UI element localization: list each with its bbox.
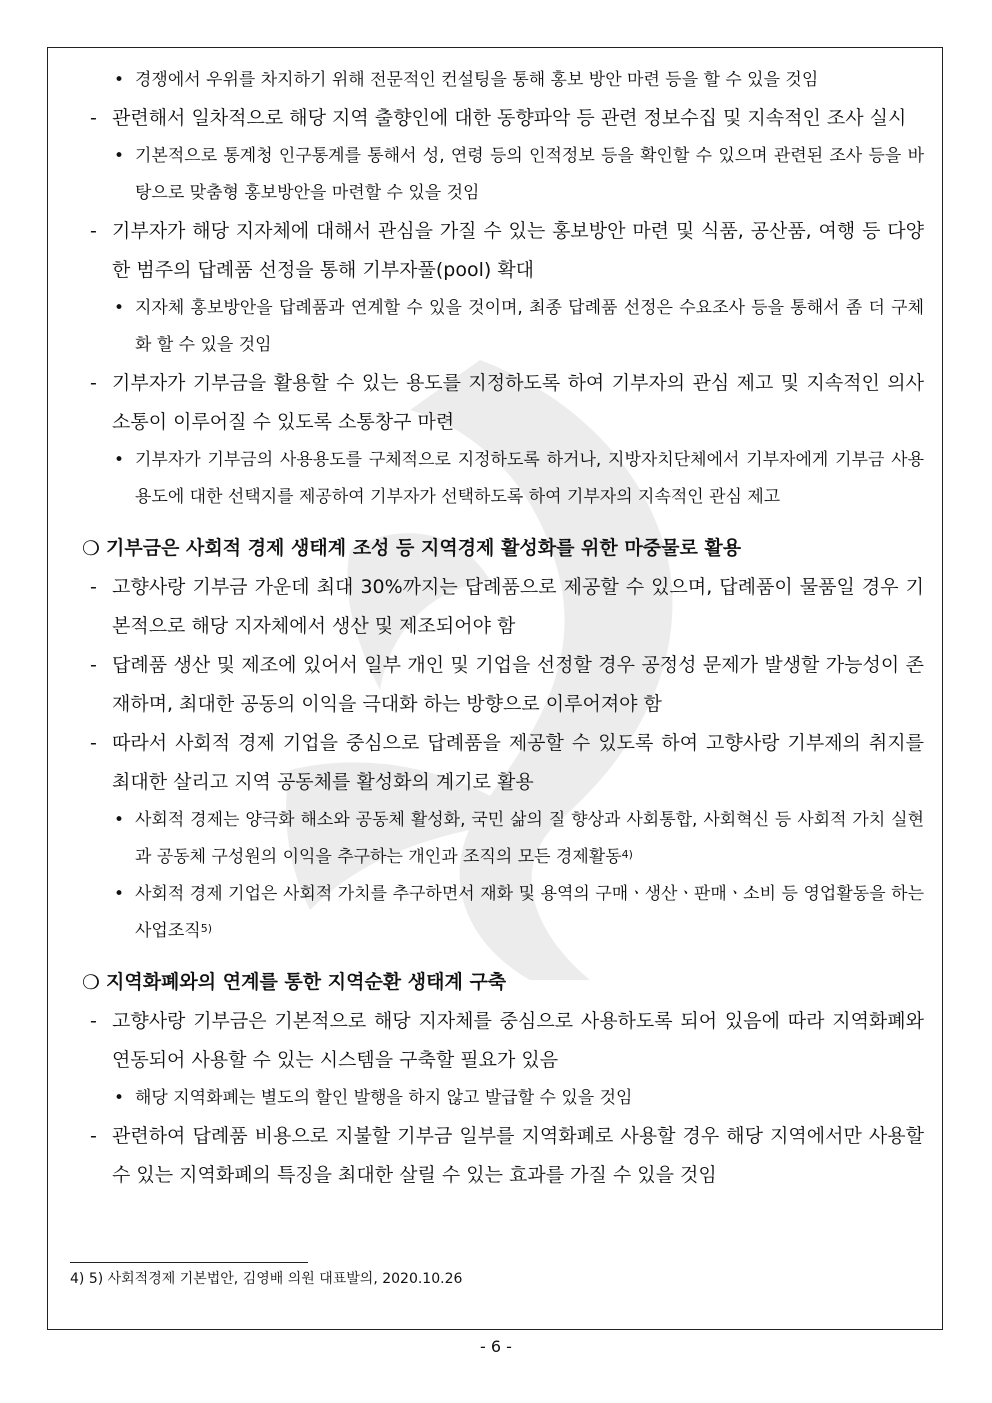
block-text: 사회적 경제는 양극화 해소와 공동체 활성화, 국민 삶의 질 향상과 사회통합, 사회혁신 등 사회적 가치 실현과 공동체 구성원의 이익을 추구하는 개인과 조직의 모든 경제활동 [135, 810, 924, 867]
bullet-marker: • [114, 1088, 125, 1108]
block-text: 기부자가 기부금의 사용용도를 구체적으로 지정하도록 하거나, 지방자치단체에서 기부자에게 기부금 사용용도에 대한 선택지를 제공하여 기부자가 선택하도록 하여 기부자의 지속적인 관심 제고 [135, 450, 924, 507]
block-text: 답례품 생산 및 제조에 있어서 일부 개인 및 기업을 선정할 경우 공정성 문제가 발생할 가능성이 존재하며, 최대한 공동의 이익을 극대화 하는 방향으로 이루어져야 함 [112, 654, 924, 715]
dash-marker: - [90, 372, 97, 394]
dash-item [78, 1117, 924, 1195]
block-text: 고향사랑 기부금은 기본적으로 해당 지자체를 중심으로 사용하도록 되어 있음에 따라 지역화폐와 연동되어 사용할 수 있는 시스템을 구축할 필요가 있음 [112, 1010, 924, 1071]
page-number: - 6 - [480, 1337, 512, 1356]
block-text: 기부자가 해당 지자체에 대해서 관심을 가질 수 있는 홍보방안 마련 및 식품, 공산품, 여행 등 다양한 범주의 답례품 선정을 통해 기부자풀(pool) 확대 [112, 220, 924, 281]
bullet-marker: • [114, 450, 125, 470]
bullet-item [78, 442, 924, 516]
bullet-item [78, 290, 924, 364]
bullet-item [78, 802, 924, 876]
bullet-item [78, 62, 924, 99]
block-text: 지자체 홍보방안을 답례품과 연계할 수 있을 것이며, 최종 답례품 선정은 수요조사 등을 통해서 좀 더 구체화 할 수 있을 것임 [135, 298, 924, 355]
block-text: 관련해서 일차적으로 해당 지역 출향인에 대한 동향파악 등 관련 정보수집 및 지속적인 조사 실시 [112, 107, 907, 129]
dash-item [78, 1002, 924, 1080]
dash-item [78, 646, 924, 724]
footnote-rule [70, 1262, 308, 1263]
footnote: 4) 5) 사회적경제 기본법안, 김영배 의원 대표발의, 2020.10.26 [70, 1271, 463, 1287]
dash-marker: - [90, 654, 97, 676]
circle-marker-icon: ❍ [82, 536, 100, 560]
dash-marker: - [90, 576, 97, 598]
dash-marker: - [90, 1125, 97, 1147]
circle-marker-icon: ❍ [82, 970, 100, 994]
dash-marker: - [90, 1010, 97, 1032]
bullet-item [78, 876, 924, 950]
bullet-marker: • [114, 810, 125, 830]
block-text: 기부자가 기부금을 활용할 수 있는 용도를 지정하도록 하여 기부자의 관심 제고 및 지속적인 의사소통이 이루어질 수 있도록 소통창구 마련 [112, 372, 924, 433]
dash-marker: - [90, 220, 97, 242]
block-text: 관련하여 답례품 비용으로 지불할 기부금 일부를 지역화폐로 사용할 경우 해당 지역에서만 사용할 수 있는 지역화폐의 특징을 최대한 살릴 수 있는 효과를 가질 수 있을 것임 [112, 1125, 924, 1186]
bullet-marker: • [114, 884, 125, 904]
block-text: 기본적으로 통계청 인구통계를 통해서 성, 연령 등의 인적정보 등을 확인할 수 있으며 관련된 조사 등을 바탕으로 맞춤형 홍보방안을 마련할 수 있을 것임 [135, 146, 924, 203]
content-blocks [78, 62, 924, 1195]
footnote-ref: 4) [621, 848, 633, 861]
dash-item [78, 568, 924, 646]
bullet-item [78, 138, 924, 212]
block-text: 기부금은 사회적 경제 생태계 조성 등 지역경제 활성화를 위한 마중물로 활용 [106, 537, 742, 559]
block-text: 경쟁에서 우위를 차지하기 위해 전문적인 컨설팅을 통해 홍보 방안 마련 등을 할 수 있을 것임 [135, 70, 819, 90]
block-text: 따라서 사회적 경제 기업을 중심으로 답례품을 제공할 수 있도록 하여 고향사랑 기부제의 취지를 최대한 살리고 지역 공동체를 활성화의 계기로 활용 [112, 732, 924, 793]
dash-item [78, 724, 924, 802]
bullet-marker: • [114, 70, 125, 90]
block-text: 해당 지역화폐는 별도의 할인 발행을 하지 않고 발급할 수 있을 것임 [135, 1088, 633, 1108]
dash-marker: - [90, 732, 97, 754]
section-heading [78, 962, 924, 1002]
footnote-ref: 5) [200, 922, 212, 935]
dash-item [78, 212, 924, 290]
document-body [78, 62, 924, 1195]
bullet-marker: • [114, 298, 125, 318]
dash-marker: - [90, 107, 97, 129]
block-text: 고향사랑 기부금 가운데 최대 30%까지는 답례품으로 제공할 수 있으며, 답례품이 물품일 경우 기본적으로 해당 지자체에서 생산 및 제조되어야 함 [112, 576, 924, 637]
dash-item [78, 364, 924, 442]
bullet-marker: • [114, 146, 125, 166]
block-text: 사회적 경제 기업은 사회적 가치를 추구하면서 재화 및 용역의 구매ㆍ생산ㆍ판매ㆍ소비 등 영업활동을 하는 사업조직 [135, 884, 924, 941]
block-text: 지역화폐와의 연계를 통한 지역순환 생태계 구축 [106, 971, 507, 993]
dash-item [78, 99, 924, 138]
bullet-item [78, 1080, 924, 1117]
section-heading [78, 528, 924, 568]
